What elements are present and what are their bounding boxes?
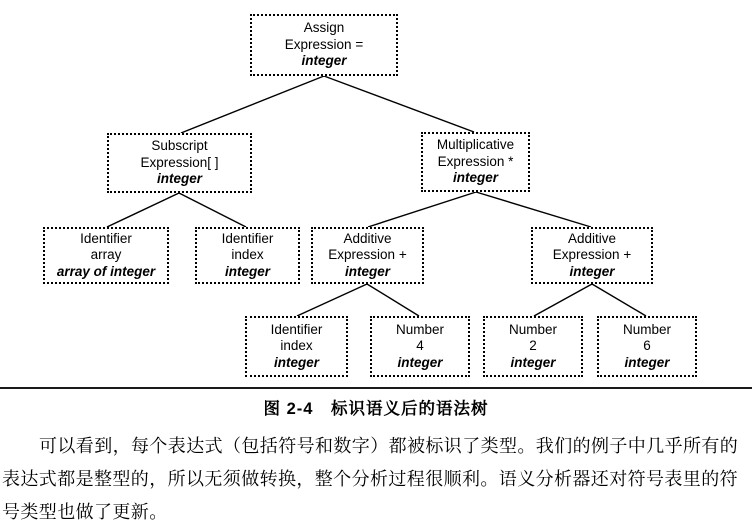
node-symbol: 2: [529, 338, 537, 354]
edge-subscript-ididx: [179, 193, 246, 227]
edge-assign-subscript: [181, 76, 324, 133]
edge-mult-additive-right: [476, 192, 591, 227]
node-type: integer: [569, 263, 615, 279]
node-label: Additive: [567, 230, 617, 246]
edge-addl-ididx: [297, 284, 367, 316]
tree-node-identifier-array: [43, 227, 169, 284]
node-symbol: array: [90, 247, 122, 263]
node-type: integer: [301, 53, 347, 69]
node-symbol: 6: [643, 338, 651, 354]
figure-caption: 图 2-4 标识语义后的语法树: [263, 400, 489, 418]
node-type: integer: [624, 354, 670, 370]
node-label: Identifier: [221, 230, 274, 246]
node-symbol: Expression[ ]: [140, 154, 219, 170]
paragraph-line: 号类型也做了更新。: [2, 502, 168, 522]
node-symbol: index: [231, 247, 264, 263]
tree-node-additive-right: [531, 227, 653, 284]
tree-node-identifier-index-left: [195, 227, 300, 284]
edge-subscript-idarray: [107, 193, 179, 227]
node-label: Assign: [303, 20, 345, 36]
tree-node-number-4: [370, 316, 470, 377]
tree-node-multiplicative: [421, 132, 530, 192]
paragraph-line: 表达式都是整型的，所以无须做转换，整个分析过程很顺利。语义分析器还对符号表里的符: [2, 469, 738, 489]
node-label: Number: [395, 321, 444, 337]
tree-node-assign: [250, 14, 398, 76]
tree-node-number-2: [483, 316, 583, 377]
node-symbol: Expression *: [437, 153, 514, 169]
node-symbol: Expression =: [284, 36, 364, 52]
edge-mult-additive-left: [368, 192, 476, 227]
node-symbol: 4: [416, 338, 424, 354]
node-type: integer: [273, 354, 319, 370]
node-type: integer: [397, 354, 443, 370]
tree-node-subscript: [107, 133, 252, 193]
node-type: integer: [344, 263, 390, 279]
node-type: integer: [156, 171, 202, 187]
tree-node-identifier-index-bottom: [245, 316, 348, 377]
node-type: integer: [452, 170, 498, 186]
node-label: Number: [622, 321, 671, 337]
tree-node-number-6: [597, 316, 697, 377]
edge-assign-multiplicative: [324, 76, 474, 132]
node-label: Subscript: [151, 138, 208, 154]
node-type: integer: [510, 354, 556, 370]
node-label: Identifier: [270, 321, 323, 337]
edge-addr-num6: [592, 284, 646, 316]
paragraph-line: 可以看到，每个表达式（包括符号和数字）都被标识了类型。我们的例子中几乎所有的: [39, 436, 739, 456]
node-symbol: Expression +: [552, 247, 632, 263]
node-symbol: index: [280, 338, 313, 354]
node-label: Number: [508, 321, 557, 337]
body-paragraph: [2, 430, 752, 527]
node-type: array of integer: [56, 263, 156, 279]
node-type: integer: [224, 263, 270, 279]
node-symbol: Expression +: [328, 247, 407, 263]
edge-addr-num2: [534, 284, 592, 316]
tree-node-additive-left: [311, 227, 424, 284]
figure-divider: [0, 387, 752, 389]
node-label: Multiplicative: [436, 137, 515, 153]
node-label: Additive: [343, 230, 392, 246]
node-label: Identifier: [80, 230, 132, 246]
edge-addl-num4: [367, 284, 419, 316]
